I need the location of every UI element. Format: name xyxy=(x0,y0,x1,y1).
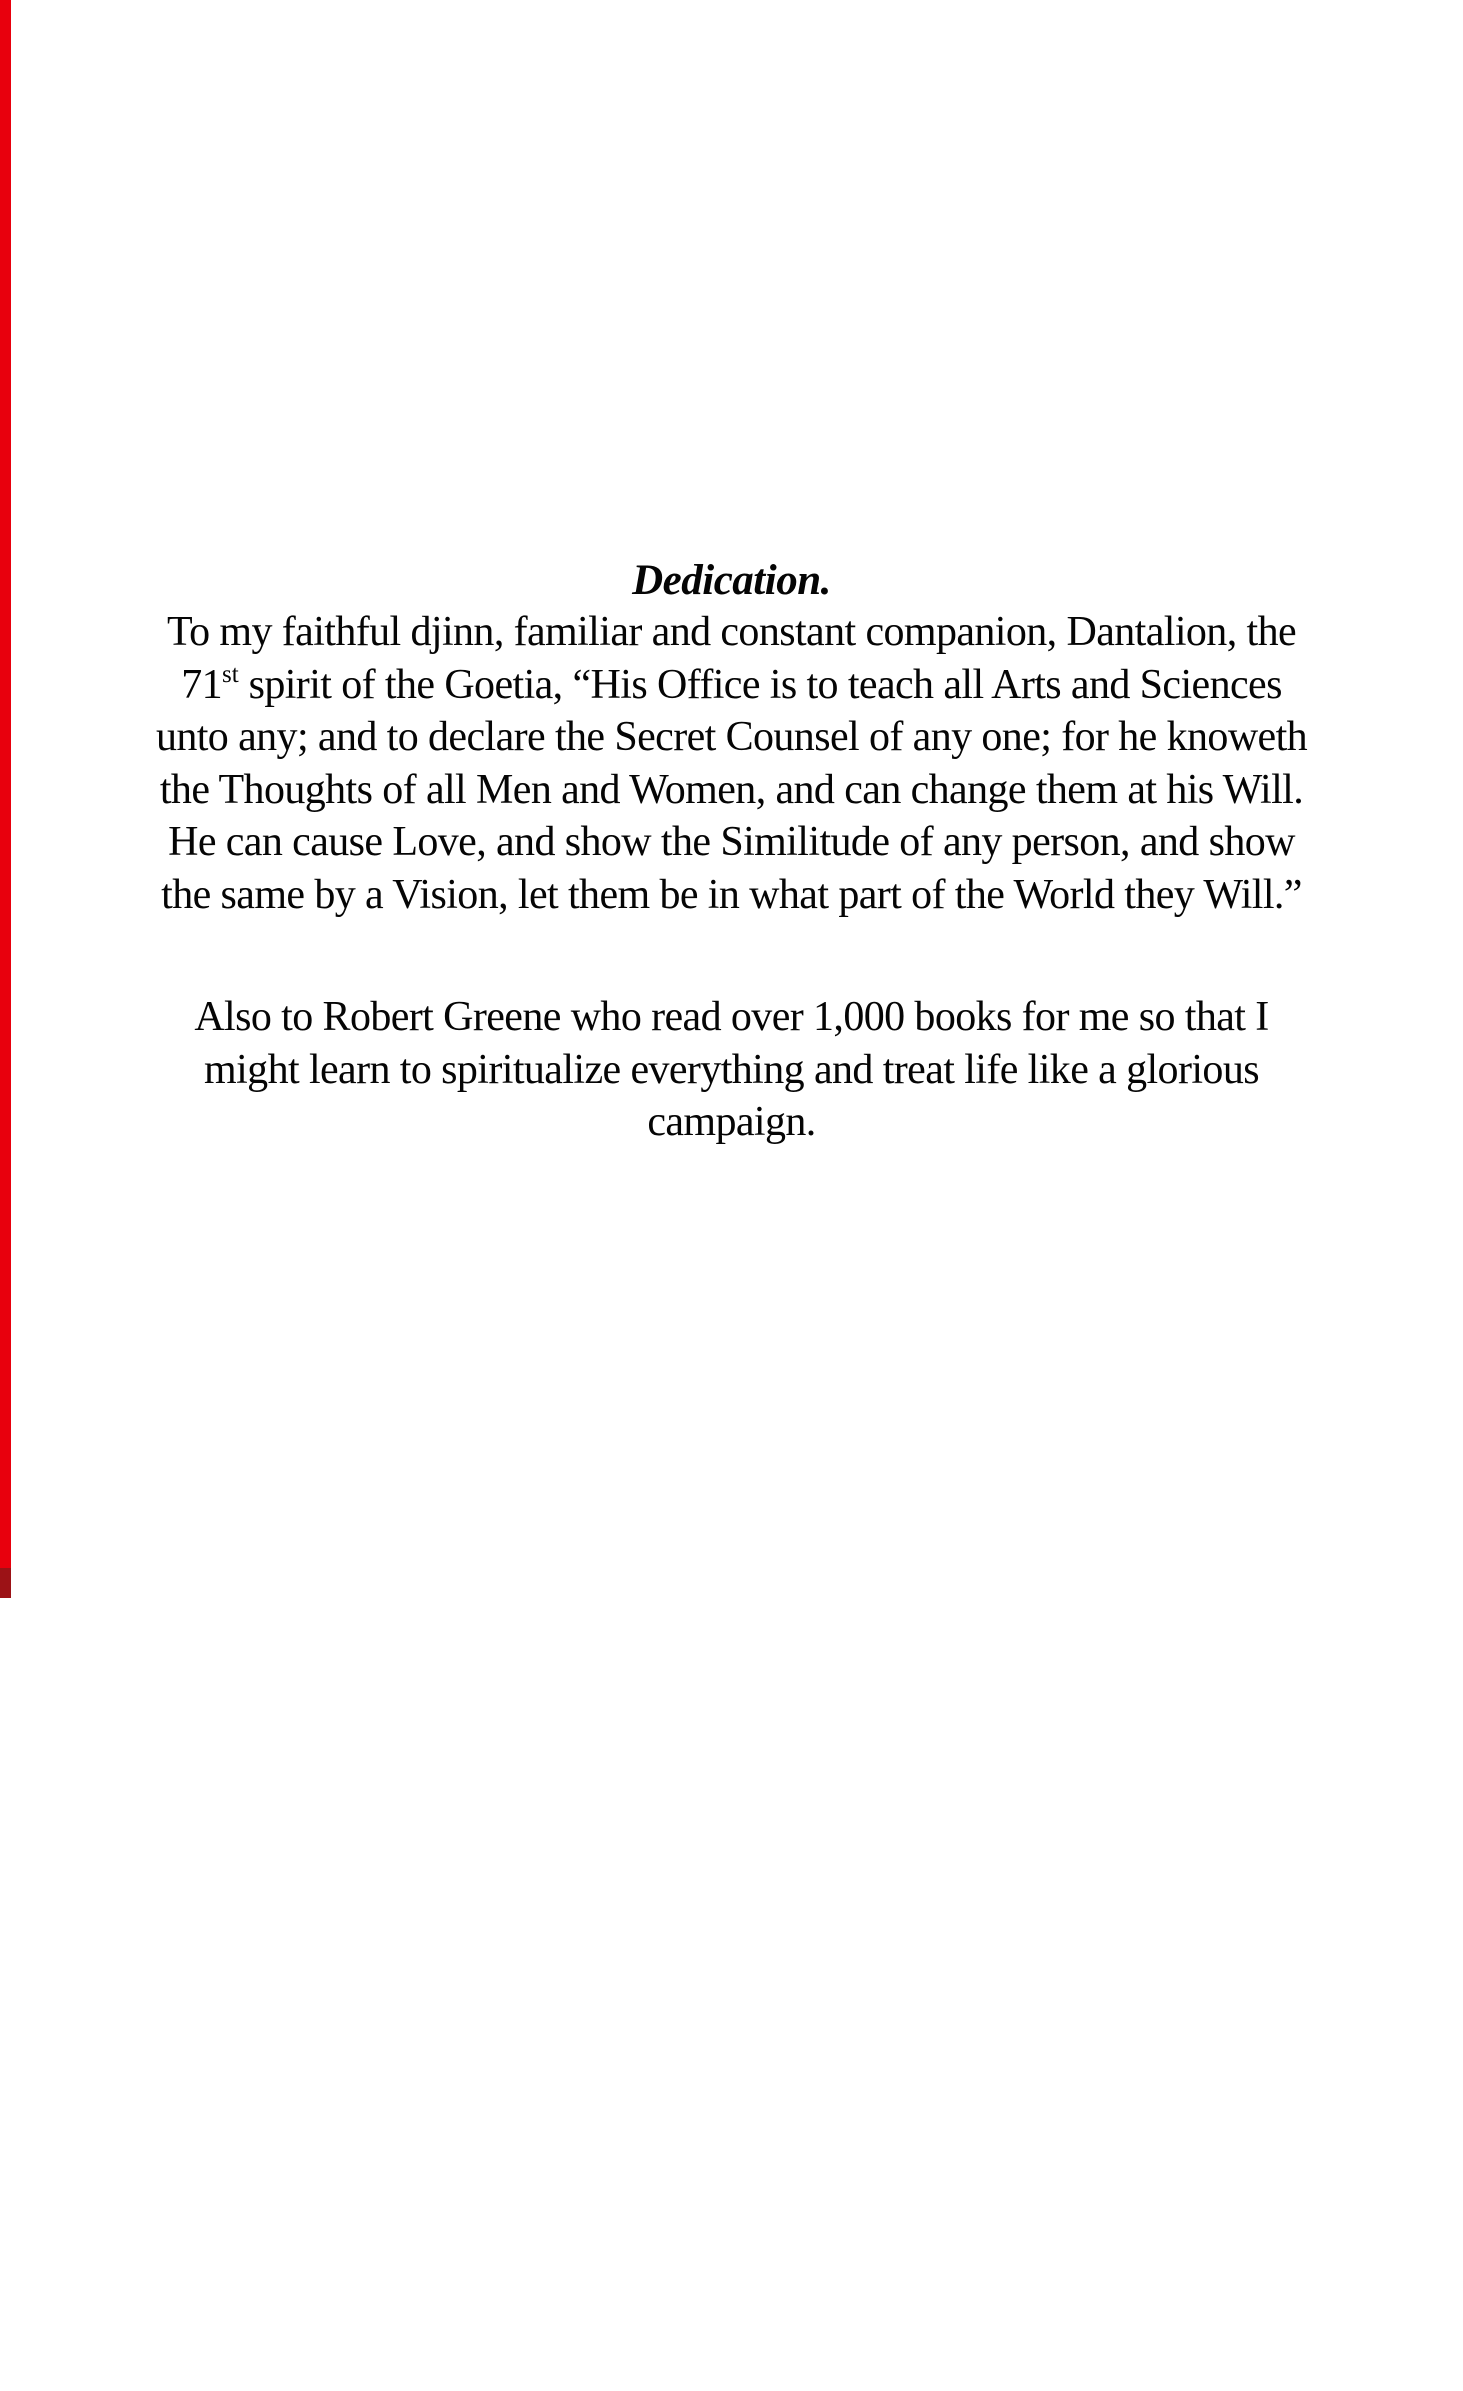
dedication-line: He can cause Love, and show the Similitude of any person, and show xyxy=(168,819,1295,865)
red-page-edge-strip-tip xyxy=(0,1568,11,1598)
ordinal-number: 71 xyxy=(181,661,222,708)
dedication-line-with-ordinal xyxy=(0,659,1463,712)
dedication-paragraph-2 xyxy=(0,991,1463,1149)
dedication-line: campaign. xyxy=(647,1099,816,1145)
dedication-line: the same by a Vision, let them be in what part of the World they Will.” xyxy=(161,871,1302,918)
dedication-paragraph-1 xyxy=(0,606,1463,921)
dedication-line: Also to Robert Greene who read over 1,000 books for me so that I xyxy=(194,994,1269,1040)
dedication-line: unto any; and to declare the Secret Counsel of any one; for he knoweth xyxy=(155,714,1308,760)
dedication-line: might learn to spiritualize everything and treat life like a glorious xyxy=(204,1046,1259,1093)
line-remainder: spirit of the Goetia, “His Office is to teach all Arts and Sciences xyxy=(238,661,1282,708)
dedication-line: To my faithful djinn, familiar and constant companion, Dantalion, the xyxy=(166,609,1297,655)
dedication-title: Dedication. xyxy=(632,557,831,604)
dedication-section xyxy=(0,556,1463,1149)
dedication-line: the Thoughts of all Men and Women, and can change them at his Will. xyxy=(159,766,1304,813)
ordinal-suffix: st xyxy=(222,660,239,688)
